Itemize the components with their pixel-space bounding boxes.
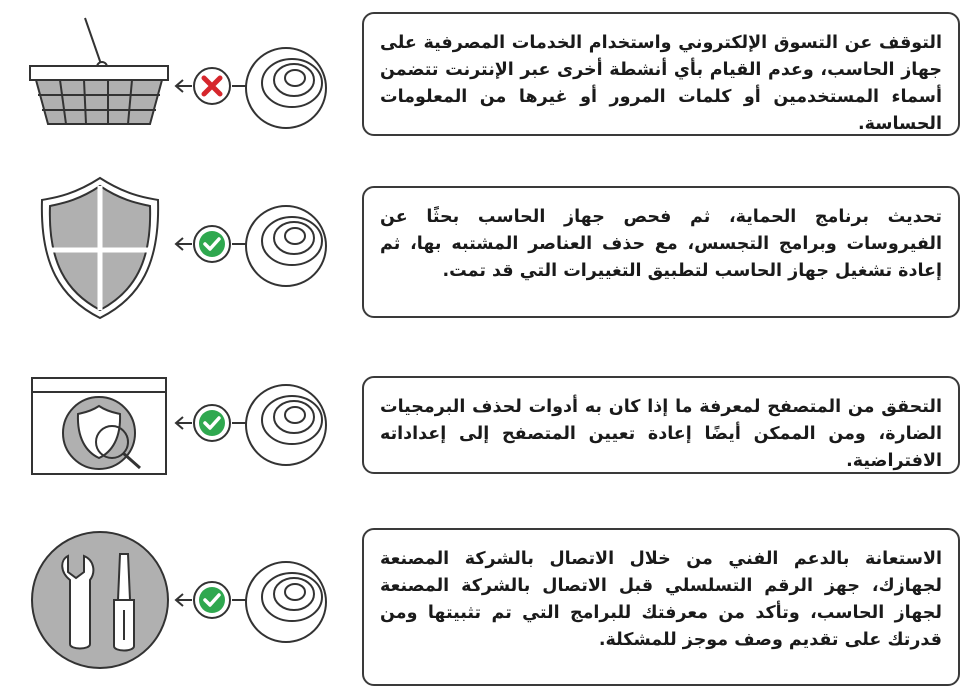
shopping-basket-icon — [30, 18, 168, 124]
step-2-illustration — [0, 170, 360, 330]
globe-icon — [246, 206, 326, 286]
shield-icon — [42, 178, 158, 318]
step-2-text: تحديث برنامج الحماية، ثم فحص جهاز الحاسب بحثًا عن الفيروسات وبرامج التجسس، مع حذف العناصر المشتبه بها، ثم إعادة تشغيل جهاز الحاسب لتطبيق التغييرات التي قد تمت. — [380, 207, 942, 281]
step-4-text-box — [362, 528, 960, 686]
step-1-text-box — [362, 12, 960, 136]
check-icon — [194, 226, 230, 262]
step-4-illustration — [0, 508, 360, 693]
step-3-text-box — [362, 376, 960, 474]
check-icon — [194, 405, 230, 441]
globe-icon — [246, 562, 326, 642]
step-3-text: التحقق من المتصفح لمعرفة ما إذا كان به أدوات لحذف البرمجيات الضارة، ومن الممكن أيضًا إعادة تعيين المتصفح إلى إعداداته الافتراضية. — [380, 397, 942, 471]
step-4-text: الاستعانة بالدعم الفني من خلال الاتصال بالشركة المصنعة لجهازك، جهز الرقم التسلسلي قبل الاتصال بالشركة المصنعة لجهاز الحاسب، وتأكد من معرفتك للبرامج التي تم تثبيتها ومن قدرتك على تقديم وصف موجز للمشكلة. — [380, 549, 942, 650]
step-3-illustration — [0, 358, 360, 488]
step-row-4 — [0, 508, 977, 693]
step-1-text: التوقف عن التسوق الإلكتروني واستخدام الخدمات المصرفية على جهاز الحاسب، وعدم القيام بأي أنشطة أخرى عبر الإنترنت تتضمن أسماء المستخدمين أو كلمات المرور أو غيرها من المعلومات الحساسة. — [380, 33, 942, 134]
globe-icon — [246, 48, 326, 128]
step-row-3 — [0, 358, 977, 488]
browser-scan-icon — [32, 378, 166, 474]
globe-icon — [246, 385, 326, 465]
step-row-2 — [0, 170, 977, 330]
tools-icon — [32, 532, 168, 668]
step-row-1 — [0, 0, 977, 150]
step-2-text-box — [362, 186, 960, 318]
cross-icon — [194, 68, 230, 104]
check-icon — [194, 582, 230, 618]
step-1-illustration — [0, 0, 360, 150]
